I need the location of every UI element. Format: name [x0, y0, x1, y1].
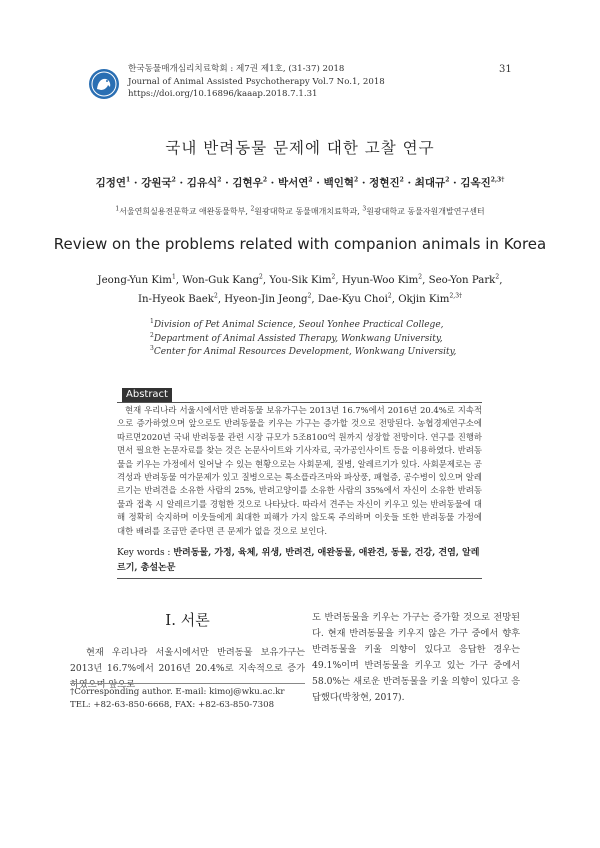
keywords — [117, 546, 482, 575]
author-name: 정현진 — [369, 177, 400, 189]
author-name: Hyun-Woo Kim — [341, 275, 419, 286]
author-affiliation-marker: 2,3† — [490, 176, 505, 184]
body-left-column: 현재 우리나라 서울시에서만 반려동물 보유가구는 2013년 16.7%에서 2016년 20.4%로 지속적으로 증가하였으며 앞으로 — [70, 647, 305, 690]
keywords-bottom-rule — [117, 578, 482, 579]
footnote-rule — [70, 683, 305, 684]
author-name: 강원국 — [141, 177, 172, 189]
author-name: Hyeon-Jin Jeong — [224, 294, 308, 305]
author-affiliation-marker: 1 — [171, 273, 176, 281]
author-name: 김옥진 — [460, 177, 491, 189]
author-name: Okjin Kim — [398, 294, 450, 305]
author-affiliation-marker: 2 — [354, 176, 359, 184]
affiliation-text: 원광대학교 동물자원개발연구센터 — [366, 207, 485, 216]
footnote — [70, 686, 285, 711]
author-affiliation-marker: 2 — [213, 292, 218, 300]
author-affiliation-marker: 2 — [399, 176, 404, 184]
affiliation-line — [150, 319, 456, 333]
authors-english — [60, 271, 540, 309]
keywords-label: Key words : — [117, 548, 174, 558]
footnote-corresponding: †Corresponding author. E-mail: kimoj@wku.ac.kr — [70, 687, 285, 697]
author-name: Dae-Kyu Choi — [317, 294, 388, 305]
author-name: 김정연 — [95, 177, 127, 189]
author-name: 최대규 — [414, 177, 446, 189]
author-name: 김유식 — [186, 177, 218, 189]
affiliations-english — [150, 319, 456, 360]
author-name: 김현우 — [232, 177, 263, 189]
affiliation-marker: 2 — [150, 331, 154, 339]
author-affiliation-marker: 2 — [259, 273, 263, 281]
affiliation-marker: 3 — [362, 205, 367, 213]
page-number: 31 — [499, 64, 512, 75]
author-name: 박서연 — [277, 177, 309, 189]
affiliation-marker: 1 — [115, 205, 120, 213]
footnote-contact: TEL: +82-63-850-6668, FAX: +82-63-850-7308 — [70, 699, 275, 710]
affiliation-marker: 3 — [150, 345, 154, 352]
title-english: Review on the problems related with companion animals in Korea — [53, 235, 547, 253]
body-right-column: 도 반려동물을 키우는 가구는 증가할 것으로 전망된다. 현재 반려동물을 키우지 않은 가구 중에서 향후 반려동물을 키울 의향이 있다고 응답한 경우는 49.1%이며 반려동물을 키우고 있는 가구 중에서 58.0%는 새로운 반려동물을 키울 의향이 있다고 응답했다(박창현, 2017). — [312, 612, 520, 703]
abstract-text: 현재 우리나라 서울시에서만 반려동물 보유가구는 2013년 16.7%에서 2016년 20.4%로 지속적으로 증가하였으며 앞으로도 반려동물을 키우는 가구는 증가할 것으로 전망된다. 농협경제연구소에 따르면2020년 국내 반려동물 관련 시장 규모가 5조8100억 원까지 성장할 전망이다. 연구를 진행하면서 필요한 논문자료를 찾는 것은 논문사이트와 기사자료, 국가공인사이트 등을 이용하였다. 반려동물을 키우는 가정에서 일어날 수 있는 현황으로는 사회문제, 질병, 알레르기가 있다. 사회문제로는 공격성과 반려동물 여가문제가 있고 질병으로는 톡소플라즈마와 파상풍, 패혈증, 공수병이 있으며 알레르기는 반려견을 소유한 사람의 25%, 반려고양이를 소유한 사람의 35%에서 자신이 소유한 반려동물과 접촉 시 알레르기를 경험한 것으로 나타났다. 따라서 견주는 자신이 키우고 있는 반려동물에 대해 정확히 숙지하며 이웃들에게 최대한 피해가 가지 않도록 주의하며 이웃들 또한 반려동물 가정에 대한 배려를 조금만 준다면 큰 문제가 없을 것으로 보인다. — [117, 405, 482, 536]
author-affiliation-marker: 2,3† — [449, 292, 463, 300]
author-affiliation-marker: 2 — [307, 292, 312, 300]
affiliations-korean — [0, 206, 600, 217]
author-affiliation-marker: 2 — [495, 273, 500, 281]
affiliation-marker: 1 — [150, 318, 154, 325]
affiliation-line — [150, 333, 456, 347]
affiliation-text: Division of Pet Animal Science, Seoul Yonhee Practical College, — [153, 320, 444, 330]
authors-korean: 김정연$^1$ · 강원국$^2$ · 김유식$^2$ · 김현우$^2$ · 박서연$^2$ · 백인혁$^2$ · 정현진$^2$ · 최대규$^2$ · 김옥진$^{2,3\dagger}$ — [95, 176, 505, 189]
author-affiliation-marker: 2 — [387, 292, 392, 300]
affiliation-text: Center for Animal Resources Development, Wonkwang University, — [153, 347, 457, 357]
affiliation-line — [150, 346, 456, 360]
journal-name-en: Journal of Animal Assisted Psychotherapy Vol.7 No.1, 2018 — [128, 76, 385, 87]
keywords-text: 반려동물, 가정, 육체, 위생, 반려견, 애완동물, 애완견, 동물, 건강, 견염, 알레르기, 총설논문 — [117, 548, 480, 573]
author-name: Won-Guk Kang — [182, 275, 260, 286]
author-affiliation-marker: 2 — [418, 273, 423, 281]
author-name: You-Sik Kim — [269, 275, 332, 286]
section-title: Ⅰ. 서론 — [165, 611, 210, 629]
affiliation-text: 서울연희실용전문학교 애완동물학부, — [119, 207, 251, 216]
author-affiliation-marker: 2 — [171, 176, 176, 184]
journal-header — [128, 63, 385, 101]
title-korean: 국내 반려동물 문제에 대한 고찰 연구 — [165, 139, 435, 157]
author-name: Seo-Yon Park — [428, 275, 496, 286]
abstract-label: Abstract — [122, 388, 172, 402]
author-name: Jeong-Yun Kim — [97, 275, 172, 286]
author-name: 백인혁 — [323, 177, 355, 189]
affiliation-marker: 2 — [250, 205, 255, 213]
author-affiliation-marker: 2 — [217, 176, 222, 184]
author-affiliation-marker: 2 — [308, 176, 313, 184]
authors-english-line-1: Jeong-Yun Kim$^1$, Won-Guk Kang$^2$, You-Sik Kim$^2$, Hyun-Woo Kim$^2$, Seo-Yon Park$^2$, — [97, 273, 503, 286]
journal-logo-icon — [88, 68, 120, 100]
author-name: In-Hyeok Baek — [137, 294, 214, 305]
author-affiliation-marker: 2 — [331, 273, 336, 281]
abstract-top-rule — [117, 402, 482, 403]
author-affiliation-marker: 2 — [262, 176, 268, 184]
authors-english-line-2: In-Hyeok Baek$^2$, Hyeon-Jin Jeong$^2$, Dae-Kyu Choi$^2$, Okjin Kim$^{2,3\dagger}$ — [137, 292, 463, 305]
doi-link[interactable]: https://doi.org/10.16896/kaaap.2018.7.1.31 — [128, 89, 318, 99]
affiliation-text: 원광대학교 동물매개치료학과, — [254, 207, 363, 216]
journal-name-ko: 한국동물매개심리치료학회 : 제7권 제1호, (31-37) 2018 — [128, 64, 345, 74]
author-affiliation-marker: 2 — [445, 176, 450, 184]
author-affiliation-marker: 1 — [126, 176, 131, 184]
affiliation-text: Department of Animal Assisted Therapy, Wonkwang University, — [153, 333, 443, 344]
